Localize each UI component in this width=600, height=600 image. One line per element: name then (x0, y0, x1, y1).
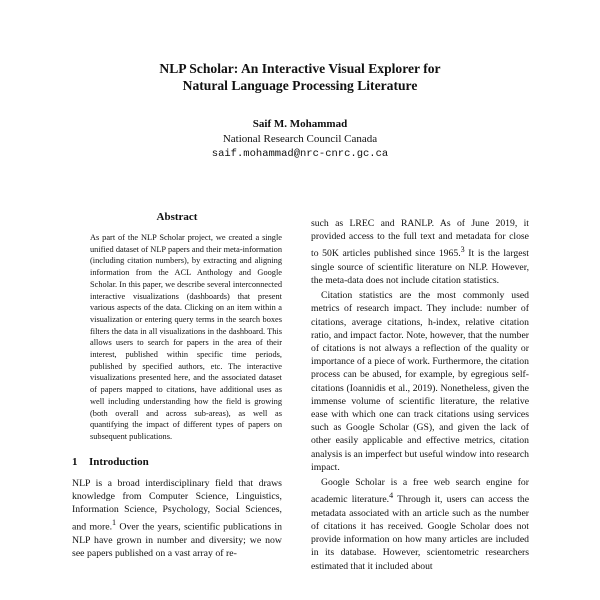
footnote-marker: 4 (389, 491, 394, 501)
right-paragraph-3 (311, 476, 529, 573)
left-column (72, 211, 282, 560)
right-column (311, 217, 529, 573)
intro-text-a: NLP is a broad interdisciplinary field that draws knowledge from Computer Science, Linguistics, Information Science, Psychology, Social Sciences, and more. (72, 477, 282, 533)
footnote-marker: 3 (460, 245, 465, 255)
intro-text-b: Over the years, scientific publications in NLP have grown in number and diversity; we now see papers published on a vast array of re- (72, 521, 282, 559)
section-heading-introduction (72, 456, 282, 469)
author-affiliation: National Research Council Canada (222, 133, 378, 145)
introduction-paragraph (72, 477, 282, 560)
right-p3-text-b: Through it, users can access the metadata associated with an article such as the number of citations it has received. Google Scholar does not provide information on how many articles are included in its database. However, scientometric researchers estimated that it included about (311, 494, 529, 572)
author-email: saif.mohammad@nrc-cnrc.gc.ca (211, 148, 389, 160)
title-line-2: Natural Language Processing Literature (182, 78, 418, 93)
author-name: Saif M. Mohammad (252, 118, 348, 130)
section-title: Introduction (89, 455, 149, 468)
abstract-text: As part of the NLP Scholar project, we created a single unified dataset of NLP papers and their meta-information (including citation numbers), by extracting and aligning information from the ACL Anthology and Google Scholar. In this paper, we describe several interconnected interactive visualizations (dashboards) that present various aspects of the data. Clicking on an item within a visualization or entering query terms in the search boxes filters the data in all visualizations in the dashboard. This allows users to search for papers in the area of their interest, published within specific time periods, published by specified authors, etc. The interactive visualizations presented here, and the associated dataset of papers mapped to citations, have additional uses as well including understanding how the field is growing (both overall and across sub-areas), as well as quantifying the impact of different types of papers on subsequent publications. (90, 233, 282, 441)
right-p1-text-b: It is the largest single source of scientific literature on NLP. However, the meta-data does not include citation statistics. (311, 248, 529, 287)
section-number: 1 (72, 455, 78, 468)
title-line-1: NLP Scholar: An Interactive Visual Explorer for (159, 61, 441, 76)
right-paragraph-2: Citation statistics are the most commonly used metrics of research impact. They include: number of citations, average citations, h-index, relative citation ratio, and impact factor. Note, however, that the number of citations is not always a reflection of the quality or importance of a piece of work. Furthermore, the citation process can be abused, for example, by egregious self-citations (Ioannidis et al., 2019). Nonetheless, given the immense volume of scientific literature, the relative ease with which one can track citations using services such as Google Scholar (GS), and given the lack of other easily applicable and effective metrics, citation analysis is an imperfect but useful window into research impact. (311, 290, 529, 473)
right-p3-text-a: Google Scholar is a free web search engine for academic literature. (311, 477, 529, 506)
abstract-heading: Abstract (156, 211, 198, 223)
footnote-marker: 1 (112, 518, 117, 528)
author-block (0, 117, 600, 162)
right-p1-text-a: such as LREC and RANLP. As of June 2019, it provided access to the full text and metadata for close to 50K articles published since 1965. (311, 218, 529, 260)
paper-title (0, 60, 600, 94)
right-paragraph-1 (311, 217, 529, 287)
